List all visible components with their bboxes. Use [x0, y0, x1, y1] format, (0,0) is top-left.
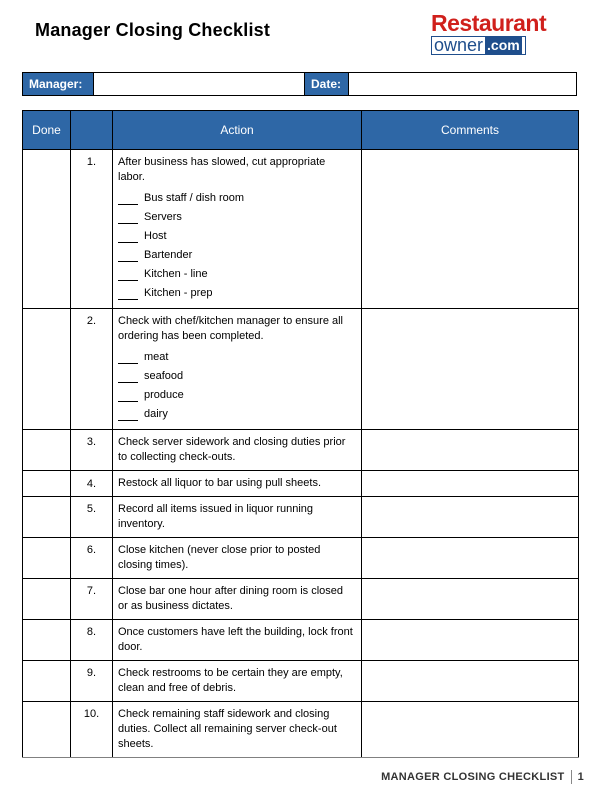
subitem-blank[interactable]: [118, 288, 138, 300]
action-cell: [113, 579, 362, 620]
item-number: 10.: [71, 702, 113, 758]
subitem-list: [118, 348, 355, 424]
item-number: 6.: [71, 538, 113, 579]
item-number: 3.: [71, 430, 113, 471]
action-cell: [113, 702, 362, 758]
subitem-blank[interactable]: [118, 352, 138, 364]
action-cell: [113, 620, 362, 661]
subitem: [118, 189, 355, 208]
done-cell[interactable]: [23, 309, 71, 430]
subitem-blank[interactable]: [118, 409, 138, 421]
subitem-blank[interactable]: [118, 250, 138, 262]
comments-cell[interactable]: [362, 579, 579, 620]
checklist-table: [22, 110, 579, 758]
action-text: Check server sidework and closing duties prior to collecting check-outs.: [118, 436, 346, 463]
subitem-label: Bus staff / dish room: [144, 192, 245, 204]
number-header: [71, 111, 113, 150]
subitem-label: dairy: [144, 408, 168, 420]
subitem-label: Host: [144, 230, 167, 242]
logo-top-text: Restaurant: [431, 10, 547, 36]
subitem-label: Kitchen - line: [144, 268, 208, 280]
subitem-label: Servers: [144, 211, 182, 223]
table-header-row: [23, 111, 579, 150]
action-cell: [113, 497, 362, 538]
done-cell[interactable]: [23, 702, 71, 758]
item-number: 7.: [71, 579, 113, 620]
action-cell: [113, 430, 362, 471]
table-row: [23, 430, 579, 471]
done-cell[interactable]: [23, 497, 71, 538]
table-row: [23, 661, 579, 702]
date-label: Date:: [305, 73, 349, 96]
table-row: [23, 702, 579, 758]
subitem-label: Bartender: [144, 249, 193, 261]
comments-cell[interactable]: [362, 538, 579, 579]
action-text: Record all items issued in liquor running inventory.: [118, 503, 314, 530]
logo-bottom: [431, 36, 526, 55]
action-header: Action: [113, 111, 362, 150]
done-cell[interactable]: [23, 620, 71, 661]
done-cell[interactable]: [23, 150, 71, 309]
comments-cell[interactable]: [362, 471, 579, 497]
action-text: Once customers have left the building, lock front door.: [118, 626, 353, 653]
item-number: 2.: [71, 309, 113, 430]
logo-domain-text: .com: [487, 37, 520, 53]
logo-bottom-text: owner: [434, 35, 484, 55]
action-text: Close bar one hour after dining room is closed or as business dictates.: [118, 585, 344, 612]
action-cell: [113, 471, 362, 497]
subitem-list: [118, 189, 355, 303]
subitem: [118, 386, 355, 405]
footer-divider: [0, 757, 600, 759]
subitem: [118, 227, 355, 246]
table-row: [23, 620, 579, 661]
subitem: [118, 348, 355, 367]
done-cell[interactable]: [23, 430, 71, 471]
action-text: Check remaining staff sidework and closing duties. Collect all remaining server check-out sheets.: [118, 708, 337, 750]
action-text: After business has slowed, cut appropriate labor.: [118, 156, 326, 183]
footer-label: MANAGER CLOSING CHECKLIST: [381, 770, 565, 783]
item-number: 8.: [71, 620, 113, 661]
footer-separator: [571, 770, 572, 784]
subitem: [118, 208, 355, 227]
action-text: Close kitchen (never close prior to posted closing times).: [118, 544, 321, 571]
page-title: Manager Closing Checklist: [35, 20, 271, 40]
comments-cell[interactable]: [362, 150, 579, 309]
table-row: [23, 150, 579, 309]
page-footer: [381, 770, 584, 784]
comments-header: Comments: [362, 111, 579, 150]
action-cell: [113, 309, 362, 430]
subitem-blank[interactable]: [118, 193, 138, 205]
comments-cell[interactable]: [362, 702, 579, 758]
date-field[interactable]: [349, 73, 577, 96]
comments-cell[interactable]: [362, 430, 579, 471]
subitem: [118, 405, 355, 424]
table-row: [23, 538, 579, 579]
manager-label: Manager:: [23, 73, 94, 96]
comments-cell[interactable]: [362, 497, 579, 538]
comments-cell[interactable]: [362, 661, 579, 702]
subitem: [118, 284, 355, 303]
item-number: 5.: [71, 497, 113, 538]
subitem-blank[interactable]: [118, 390, 138, 402]
done-cell[interactable]: [23, 661, 71, 702]
page-number: 1: [577, 770, 584, 783]
table-row: [23, 471, 579, 497]
table-row: [23, 579, 579, 620]
action-text: Check with chef/kitchen manager to ensure all ordering has been completed.: [118, 315, 344, 342]
done-header: Done: [23, 111, 71, 150]
subitem-blank[interactable]: [118, 231, 138, 243]
subitem-label: Kitchen - prep: [144, 287, 213, 299]
done-cell[interactable]: [23, 471, 71, 497]
item-number: 4.: [71, 471, 113, 497]
restaurant-owner-logo: [431, 10, 563, 56]
table-row: [23, 309, 579, 430]
subitem: [118, 367, 355, 386]
item-number: 9.: [71, 661, 113, 702]
item-number: 1.: [71, 150, 113, 309]
table-row: [23, 497, 579, 538]
action-cell: [113, 150, 362, 309]
subitem-blank[interactable]: [118, 371, 138, 383]
comments-cell[interactable]: [362, 620, 579, 661]
comments-cell[interactable]: [362, 309, 579, 430]
subitem-label: produce: [144, 389, 184, 401]
subitem-blank[interactable]: [118, 212, 138, 224]
done-cell[interactable]: [23, 579, 71, 620]
manager-field[interactable]: [94, 73, 305, 96]
subitem: [118, 246, 355, 265]
action-cell: [113, 661, 362, 702]
subitem-label: seafood: [144, 370, 184, 382]
subitem-label: meat: [144, 351, 169, 363]
action-text: Check restrooms to be certain they are empty, clean and free of debris.: [118, 667, 343, 694]
subitem-blank[interactable]: [118, 269, 138, 281]
done-cell[interactable]: [23, 538, 71, 579]
action-cell: [113, 538, 362, 579]
manager-date-row: [22, 72, 577, 96]
subitem: [118, 265, 355, 284]
action-text: Restock all liquor to bar using pull sheets.: [118, 477, 321, 489]
